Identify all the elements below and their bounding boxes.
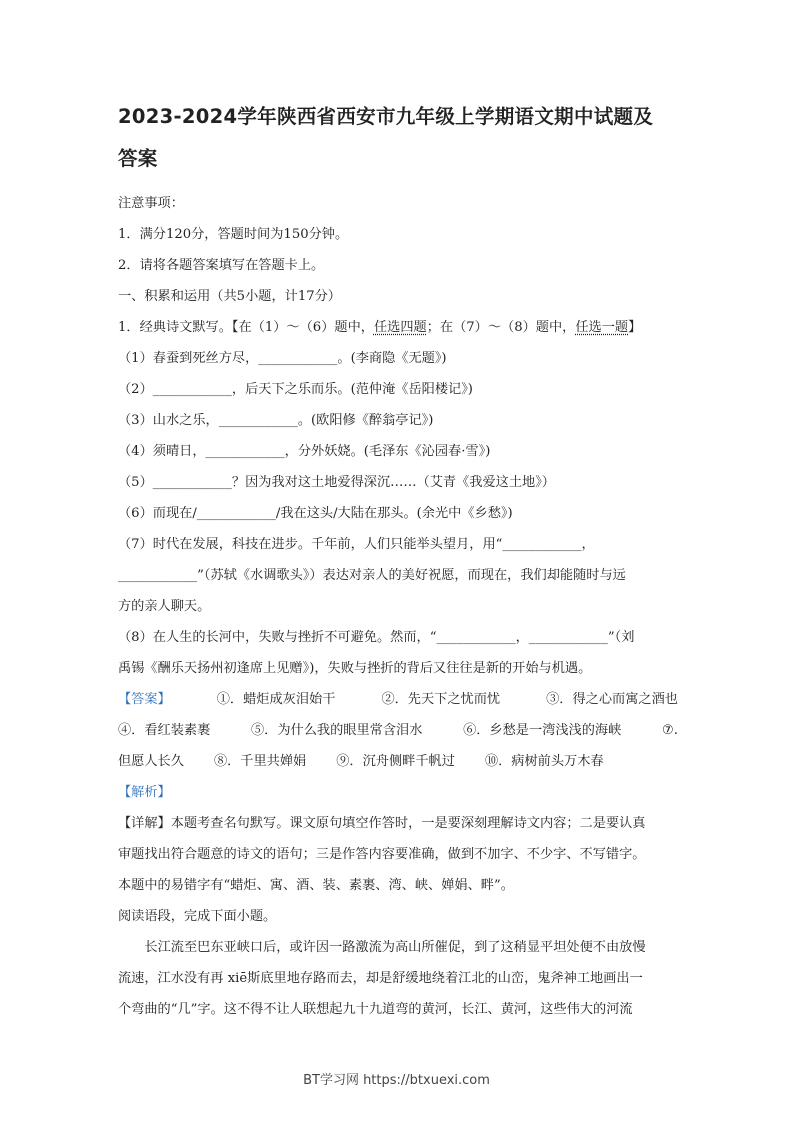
document-page (118, 96, 678, 1025)
notice-item-2: 2．请将各题答案填写在答题卡上。 (118, 258, 325, 273)
stem-part-c: 】 (628, 320, 642, 335)
answer-item: ⑩．病树前头万木春 (484, 754, 604, 769)
answer-row-1 (118, 684, 678, 715)
answer-item: ⑧．千里共婵娟 (213, 754, 307, 769)
analysis-line-2: 审题找出符合题意的诗文的语句；三是作答内容要准确，做到不加字、不少字、不写错字。 (118, 847, 646, 862)
answer-row-3 (118, 746, 678, 777)
answer-label: 【答案】 (118, 692, 171, 707)
question-item-5: （5）____________？因为我对这土地爱得深沉……（艾青《我爱这土地》） (118, 475, 555, 490)
document-title (118, 96, 678, 180)
stem-emphasis-1: 任选四题 (373, 320, 427, 335)
question-item-8-line-1: （8）在人生的长河中，失败与挫折不可避免。然而，“____________，____________”（刘 (118, 630, 635, 645)
stem-part-a: 1．经典诗文默写。【在（1）～（6）题中， (118, 320, 374, 335)
question-item-3: （3）山水之乐，____________。(欧阳修《醉翁亭记》) (118, 413, 434, 428)
analysis-label: 【解析】 (118, 785, 171, 800)
page-footer: BT学习网 https://btxuexi.com (303, 1073, 490, 1088)
answer-item: ①．蜡炬成灰泪始干 (216, 692, 336, 707)
answer-item: ⑨．沉舟侧畔千帆过 (336, 754, 455, 769)
question-item-7-line-1: （7）时代在发展，科技在进步。千年前，人们只能举头望月，用“____________， (118, 537, 595, 552)
notice-item-1: 1．满分120分，答题时间为150分钟。 (118, 227, 349, 242)
question-1-stem (118, 312, 678, 343)
reading-paragraph-line-1: 长江流至巴东亚峡口后，或许因一路激流为高山所催促，到了这稍显平坦处便不由放慢 (144, 940, 646, 955)
question-item-7-line-2: ____________”（苏轼《水调歌头》）表达对亲人的美好祝愿，而现在，我们却能随时与远 (118, 568, 626, 583)
question-item-1: （1）春蚕到死丝方尽，____________。(李商隐《无题》) (118, 351, 447, 366)
reading-paragraph-line-2: 流速，江水没有再 xiē斯底里地存路而去，却是舒缓地绕着江北的山峦，鬼斧神工地画出一 (118, 971, 643, 986)
analysis-line-1 (118, 808, 678, 839)
document-body (118, 188, 678, 1025)
title-line-2: 答案 (118, 147, 158, 170)
answer-item: ⑤．为什么我的眼里常含泪水 (250, 723, 423, 738)
question-item-6: （6）而现在/____________/我在这头/大陆在那头。(余光中《乡愁》) (118, 506, 513, 521)
analysis-line-3: 本题中的易错字有“蜡炬、寓、酒、装、素裹、湾、峡、婵娟、畔”。 (118, 878, 514, 893)
answer-row-2 (118, 715, 678, 746)
answer-item: ⑥．乡愁是一湾浅浅的海峡 (463, 723, 622, 738)
answer-item: ⑦. (661, 723, 678, 738)
answer-item: ②．先天下之忧而忧 (381, 692, 501, 707)
question-item-7-line-3: 方的亲人聊天。 (118, 599, 211, 614)
answer-item: ④．看红装素裹 (118, 723, 211, 738)
stem-part-b: ；在（7）～（8）题中， (426, 320, 576, 335)
answer-item: ③．得之心而寓之酒也 (546, 692, 678, 707)
answer-item: 但愿人长久 (118, 754, 184, 769)
question-item-4: （4）须晴日，____________，分外妖娆。(毛泽东《沁园春·雪》) (118, 444, 491, 459)
section-heading: 一、积累和运用（共5小题，计17分） (118, 289, 341, 304)
notice-heading: 注意事项： (118, 196, 184, 211)
title-line-1: 2023-2024学年陕西省西安市九年级上学期语文期中试题及 (118, 105, 654, 128)
question-item-8-line-2: 禹锡《酬乐天扬州初逢席上见赠》)，失败与挫折的背后又往往是新的开始与机遇。 (118, 661, 592, 676)
reading-intro: 阅读语段，完成下面小题。 (118, 909, 277, 924)
stem-emphasis-2: 任选一题 (575, 320, 629, 335)
analysis-text: 本题考查名句默写。课文原句填空作答时，一是要深刻理解诗文内容；二是要认真 (170, 816, 646, 831)
question-item-2: （2）____________，后天下之乐而乐。(范仲淹《岳阳楼记》) (118, 382, 473, 397)
detail-label: 【详解】 (118, 816, 171, 831)
reading-paragraph-line-3: 个弯曲的“几”字。这不得不让人联想起九十九道弯的黄河，长江、黄河，这些伟大的河流 (118, 1002, 633, 1017)
